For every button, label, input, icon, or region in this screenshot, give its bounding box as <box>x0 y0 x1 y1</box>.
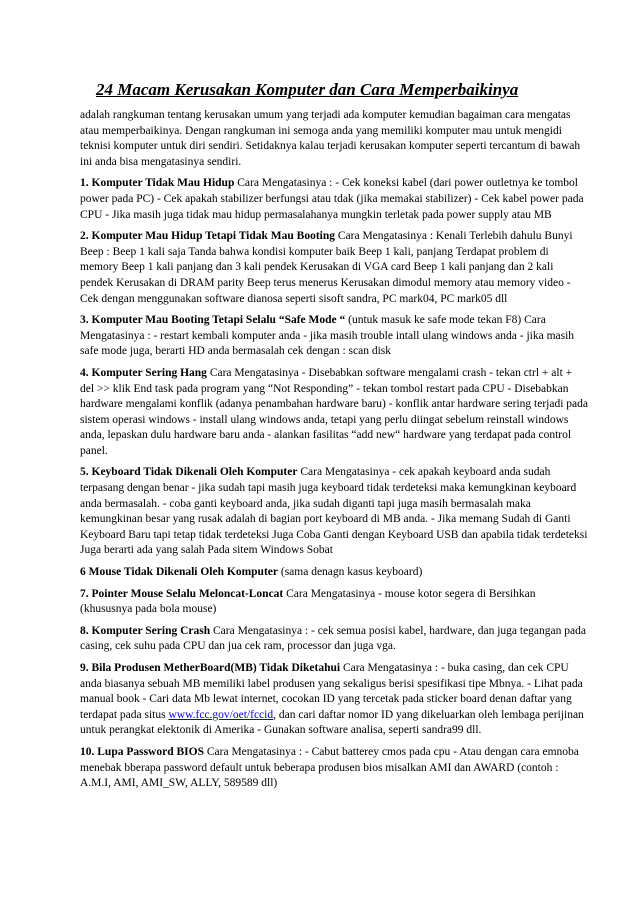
item-body: (untuk masuk ke safe mode tekan F8) Cara Mengatasinya : - restart kembali komputer anda - jika masih trouble intall ulang windows anda - jika masih safe mode juga, berarti HD anda bermasalah cek dengan : scan disk <box>80 314 575 358</box>
item-body: Cara Mengatasinya : - buka casing, dan cek CPU anda biasanya sebuah MB memiliki label produsen yang sekaligus berisi spesifikasi tipe Mbnya. - Lihat pada manual book - Cari data Mb lewat internet, cocokan ID yang tercetak pada sticker board denan daftar yang terdapat pada situs <box>80 662 583 721</box>
item-body: Cara Mengatasinya : - Cabut batterey cmos pada cpu - Atau dengan cara emnoba menebak bberapa password default untuk beberapa produsen bios misalkan AMI dan AWARD (contoh : A.M.I, AMI, AMI_SW, ALLY, 589589 dll) <box>80 745 579 790</box>
item-body-continued: , dan cari daftar nomor ID yang dikeluarkan oleh lembaga perijinan untuk perangkat elektonik di Amerika - Gunakan software analisa, seperti sandra99 dll. <box>80 708 584 737</box>
intro-paragraph: adalah rangkuman tentang kerusakan umum yang terjadi ada komputer kemudian bagaiman cara mengatas atau memperbaikinya. Dengan rangkuman ini semoga anda yang memiliki komputer mau untuk mengidi teknisi komputer untuk diri sendiri. Setidaknya kalau terjadi kerusakan komputer seperti tercantum di bawah ini anda bisa mengatasinya sendiri. <box>80 109 581 168</box>
fcc-link[interactable]: www.fcc.gov/oet/fccid <box>168 708 274 721</box>
item-body: Cara Mengatasinya - cek apakah keyboard anda sudah terpasang dengan benar - jika sudah tapi masih juga keyboard tidak terdeteksi maka kemungkinan keyboard anda bermasalah. - coba ganti keyboard anda, jika sudah diganti tapi juga masih bermasalah maka kemungkinan besar yang rusak adalah di bagian port keyboard di MB anda. - Jika memang Sudah di Ganti Keyboard Baru tapi tetap tidak terdeteksi Juga Coba Ganti dengan Keyboard USB dan apabila tidak terdeteksi Juga berarti ada yang salah Pada sitem Windows Sobat <box>80 466 588 557</box>
item-heading: 3. Komputer Mau Booting Tetapi Selalu “Safe Mode “ <box>80 314 346 327</box>
item-body: Cara Mengatasinya : - Cek koneksi kabel (dari power outletnya ke tombol power pada PC) - Cek apakah stabilizer berfungsi atau tdak (jika memakai stabilizer) - Cek kabel power pada CPU - Jika masih juga tidak mau hidup permasalahanya mungkin terletak pada power supply atau MB <box>80 177 584 221</box>
item-body: (sama denagn kasus keyboard) <box>277 566 423 579</box>
list-item-6 <box>80 565 588 581</box>
list-item-8 <box>80 624 588 655</box>
item-heading: 7. Pointer Mouse Selalu Meloncat-Loncat <box>80 587 284 600</box>
item-heading: 5. Keyboard Tidak Dikenali Oleh Komputer <box>80 466 298 479</box>
page-title: 24 Macam Kerusakan Komputer dan Cara Memperbaikinya <box>96 80 519 99</box>
item-body: Cara Mengatasinya : Kenali Terlebih dahulu Bunyi Beep : Beep 1 kali saja Tanda bahwa kondisi komputer baik Beep 1 kali, panjang Terdapat problem di memory Beep 1 kali panjang dan 3 kali pendek Kerusakan di VGA card Beep 1 kali panjang dan 2 kali pendek Kerusakan di DRAM parity Beep terus menerus Kerusakan dimodul memory atau memory video - Cek dengan menggunakan software dianosa seperti sisoft sandra, PC mark04, PC mark05 dll <box>80 230 573 305</box>
item-heading: 6 Mouse Tidak Dikenali Oleh Komputer <box>80 566 278 579</box>
list-item-7 <box>80 587 588 618</box>
list-item-5 <box>80 465 588 559</box>
list-item-10 <box>80 745 588 792</box>
item-heading: 10. Lupa Password BIOS <box>80 745 204 758</box>
item-body: Cara Mengatasinya - Disebabkan software mengalami crash - tekan ctrl + alt + del >> klik End task pada program yang “Not Responding” - tekan tombol restart pada CPU - Disebabkan hardware mengalami konflik (adanya penambahan hardware baru) - konflik antar hardware sering terjadi pada sistem operasi windows - install ulang windows anda, tetapi yang perlu diingat sebelum reinstall windows anda, lepaskan dulu hardware baru anda - alankan fasilitas “add new“ hardware yang terdapat pada control panel. <box>80 366 589 457</box>
list-item-2 <box>80 229 588 307</box>
list-item-1 <box>80 176 588 223</box>
item-body: Cara Mengatasinya - mouse kotor segera di Bersihkan (khususnya pada bola mouse) <box>80 587 536 616</box>
list-item-3 <box>80 313 588 360</box>
list-item-4 <box>80 366 588 460</box>
list-item-9 <box>80 661 588 739</box>
item-heading: 4. Komputer Sering Hang <box>80 366 207 379</box>
item-body: Cara Mengatasinya : - cek semua posisi kabel, hardware, dan juga tegangan pada casing, cek suhu pada CPU dan jua cek ram, processor dan juga vga. <box>80 624 586 653</box>
item-heading: 9. Bila Produsen MetherBoard(MB) Tidak Diketahui <box>80 662 341 674</box>
item-heading: 2. Komputer Mau Hidup Tetapi Tidak Mau Booting <box>80 230 335 243</box>
item-heading: 1. Komputer Tidak Mau Hidup <box>80 177 235 190</box>
item-heading: 8. Komputer Sering Crash <box>80 624 211 637</box>
